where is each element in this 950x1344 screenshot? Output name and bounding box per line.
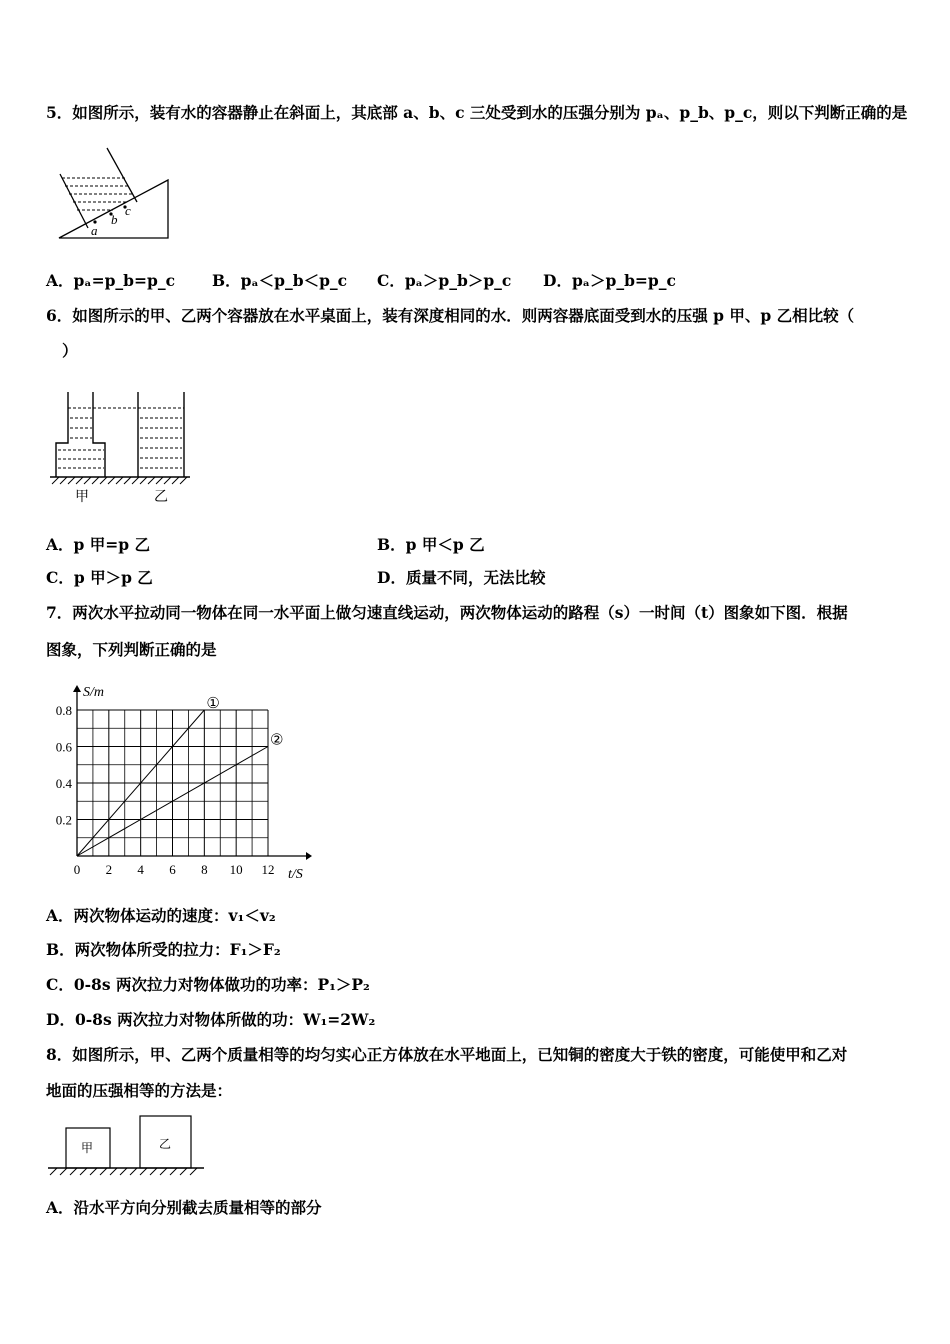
- q6-label-yi: 乙: [154, 489, 168, 505]
- q8-figure: [46, 1112, 206, 1180]
- series-label-1: ①: [206, 694, 220, 712]
- q5-option-b: B．pₐ＜p_b＜p_c: [212, 271, 348, 290]
- q8-label-yi: 乙: [159, 1137, 172, 1151]
- q6-figure: [50, 388, 190, 506]
- x-tick-label: 6: [169, 862, 176, 877]
- q6-option-b: B．p 甲＜p 乙: [377, 535, 485, 554]
- q8-stem-line1: 8．如图所示，甲、乙两个质量相等的均匀实心正方体放在水平地面上，已知铜的密度大于铁的密度，可能使甲和乙对: [46, 1045, 848, 1064]
- q5-label-c: c: [125, 203, 131, 218]
- q5-option-a: A．pₐ=p_b=p_c: [46, 271, 176, 290]
- q5-option-c: C．pₐ＞p_b＞p_c: [377, 271, 512, 290]
- x-tick-label: 12: [261, 862, 275, 877]
- q7-xlabel: t/S: [288, 867, 303, 882]
- x-tick-label: 2: [105, 862, 113, 877]
- q7-option-d: D．0-8s 两次拉力对物体所做的功：W₁=2W₂: [46, 1010, 376, 1029]
- q7-stem-line1: 7．两次水平拉动同一物体在同一水平面上做匀速直线运动，两次物体运动的路程（s）一时间（t）图象如下图．根据: [46, 603, 848, 622]
- y-tick-label: 0.4: [55, 776, 72, 791]
- q5-figure: [55, 146, 180, 242]
- q6-option-a: A．p 甲=p 乙: [46, 535, 150, 554]
- x-tick-label: 0: [73, 862, 81, 877]
- y-tick-label: 0.8: [55, 703, 72, 718]
- q7-stem-line2: 图象，下列判断正确的是: [46, 640, 217, 659]
- q6-label-jia: 甲: [75, 489, 89, 505]
- q7-option-a: A．两次物体运动的速度：v₁＜v₂: [46, 906, 276, 925]
- q7-chart: [40, 680, 320, 885]
- q8-stem-line2: 地面的压强相等的方法是：: [46, 1081, 233, 1100]
- q7-option-b: B．两次物体所受的拉力：F₁＞F₂: [46, 940, 281, 959]
- q7-ylabel: S/m: [83, 685, 104, 700]
- q5-label-a: a: [91, 223, 98, 238]
- q5-stem: 5．如图所示，装有水的容器静止在斜面上，其底部 a、b、c 三处受到水的压强分别为 pₐ、p_b、p_c，则以下判断正确的是: [46, 103, 908, 122]
- q6-stem-line2: ）: [62, 341, 78, 360]
- y-tick-label: 0.6: [55, 739, 72, 755]
- x-tick-label: 4: [137, 862, 144, 877]
- q6-stem-line1: 6．如图所示的甲、乙两个容器放在水平桌面上，装有深度相同的水．则两容器底面受到水的压强 p 甲、p 乙相比较（: [46, 306, 855, 325]
- q7-option-c: C．0-8s 两次拉力对物体做功的功率：P₁＞P₂: [46, 975, 370, 994]
- x-tick-label: 10: [229, 862, 243, 877]
- q8-label-jia: 甲: [81, 1141, 94, 1155]
- y-tick-label: 0.2: [55, 812, 72, 828]
- q6-option-c: C．p 甲＞p 乙: [46, 568, 153, 587]
- q5-label-b: b: [111, 212, 118, 227]
- q5-option-d: D．pₐ＞p_b=p_c: [543, 271, 676, 290]
- x-tick-label: 8: [201, 862, 208, 877]
- series-label-2: ②: [270, 730, 284, 749]
- q6-option-d: D．质量不同，无法比较: [377, 568, 546, 587]
- q8-option-a: A．沿水平方向分别截去质量相等的部分: [46, 1198, 322, 1217]
